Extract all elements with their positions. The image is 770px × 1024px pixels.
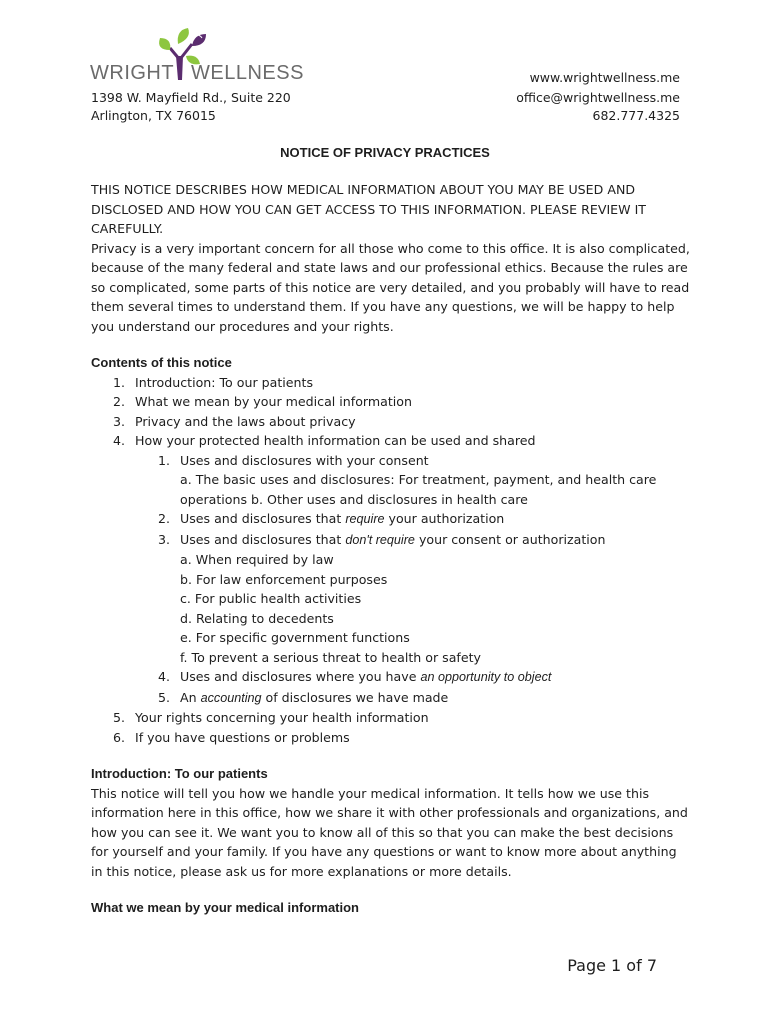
sub-list-detail: a. When required by law: [180, 552, 334, 567]
sub-list-detail: b. For law enforcement purposes: [180, 571, 388, 587]
document-body: [91, 180, 691, 918]
website-link[interactable]: www.wrightwellness.me: [529, 70, 680, 85]
address-line-1: 1398 W. Mayfield Rd., Suite 220: [91, 90, 291, 105]
sub-list-detail: d. Relating to decedents: [180, 610, 334, 626]
email-link[interactable]: office@wrightwellness.me: [516, 90, 680, 105]
page-number: Page 1 of 7: [567, 956, 657, 975]
sub-list-item: 5. An accounting of disclosures we have made: [157, 689, 449, 705]
introduction-heading: Introduction: To our patients: [91, 766, 268, 781]
contents-heading: Contents of this notice: [91, 355, 232, 370]
privacy-intro-paragraph: Privacy is a very important concern for all those who come to this office. It is also complicated, because of the many federal and state laws and our professional ethics. Because the rules are so complicated, some parts of this notice are very detailed, and you probably will have to read them several times to understand them. If you have any questions, we will be happy to help you understand our procedures and your rights.: [91, 240, 690, 334]
sub-list-detail: f. To prevent a serious threat to health or safety: [180, 649, 481, 665]
introduction-paragraph: This notice will tell you how we handle your medical information. It tells how we use this information here in this office, how we share it with other professionals and organizations, and how you can see it. We want you to know all of this so that you can make the best decisions for yourself and your family. If you have any questions or want to know more about anything in this notice, please ask us for more explanations or more details.: [91, 785, 688, 879]
list-item: 1. Introduction: To our patients: [112, 374, 314, 390]
list-item: 5. Your rights concerning your health information: [112, 710, 429, 725]
sub-list-detail: c. For public health activities: [180, 591, 362, 606]
address-line-2: Arlington, TX 76015: [91, 108, 216, 123]
medical-info-heading: What we mean by your medical information: [91, 900, 359, 915]
sub-list-detail: e. For specific government functions: [180, 630, 410, 645]
list-item: 2. What we mean by your medical information: [112, 394, 412, 409]
list-item: 6. If you have questions or problems: [112, 729, 350, 745]
sub-list-item: 3. Uses and disclosures that don't require your consent or authorization: [157, 531, 606, 547]
sub-list-item: 1. Uses and disclosures with your consent: [157, 452, 429, 468]
contents-list: [91, 373, 691, 748]
company-logo: [90, 26, 305, 82]
sub-list-item: 4. Uses and disclosures where you have an opportunity to object: [157, 669, 552, 684]
list-item: 4. How your protected health information can be used and shared: [112, 433, 536, 448]
logo-text-wright: WRIGHT: [90, 62, 175, 84]
logo-text-wellness: WELLNESS: [191, 62, 304, 84]
sub-list-item: 2. Uses and disclosures that require your authorization: [157, 511, 505, 526]
list-item: 3. Privacy and the laws about privacy: [112, 413, 356, 429]
contact-block: [516, 69, 680, 125]
address-block: [91, 89, 291, 125]
notice-caps-statement: THIS NOTICE DESCRIBES HOW MEDICAL INFORMATION ABOUT YOU MAY BE USED AND DISCLOSED AND HOW YOU CAN GET ACCESS TO THIS INFORMATION. PLEASE REVIEW IT CAREFULLY.: [91, 182, 646, 236]
phone-number: 682.777.4325: [592, 108, 680, 123]
document-title: NOTICE OF PRIVACY PRACTICES: [280, 145, 490, 160]
sub-list-detail: a. The basic uses and disclosures: For treatment, payment, and health care operations b. Other uses and disclosures in health care: [180, 472, 657, 507]
